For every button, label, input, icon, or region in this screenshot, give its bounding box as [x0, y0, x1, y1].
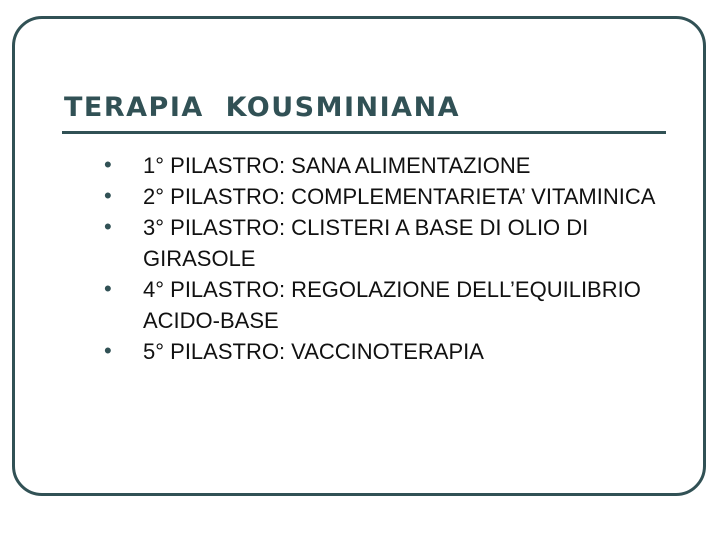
- bullet-item: [100, 212, 660, 274]
- bullet-dot-icon: •: [104, 338, 112, 363]
- bullet-text: 5° PILASTRO: VACCINOTERAPIA: [143, 339, 484, 364]
- bullet-dot-icon: •: [104, 152, 112, 177]
- bullet-dot-icon: •: [104, 214, 112, 239]
- bullet-item: [100, 150, 660, 181]
- bullet-item: [100, 181, 660, 212]
- bullet-dot-icon: •: [104, 276, 112, 301]
- slide-title: TERAPIA KOUSMINIANA: [64, 92, 461, 123]
- bullet-text: 4° PILASTRO: REGOLAZIONE DELL’EQUILIBRIO ACIDO-BASE: [143, 277, 641, 333]
- bullet-text: 3° PILASTRO: CLISTERI A BASE DI OLIO DI GIRASOLE: [143, 215, 589, 271]
- bullet-text: 2° PILASTRO: COMPLEMENTARIETA’ VITAMINICA: [143, 184, 656, 209]
- bullet-dot-icon: •: [104, 183, 112, 208]
- title-underline: [62, 131, 666, 134]
- bullet-list: [100, 150, 660, 367]
- bullet-item: [100, 336, 660, 367]
- bullet-text: 1° PILASTRO: SANA ALIMENTAZIONE: [143, 153, 531, 178]
- bullet-item: [100, 274, 660, 336]
